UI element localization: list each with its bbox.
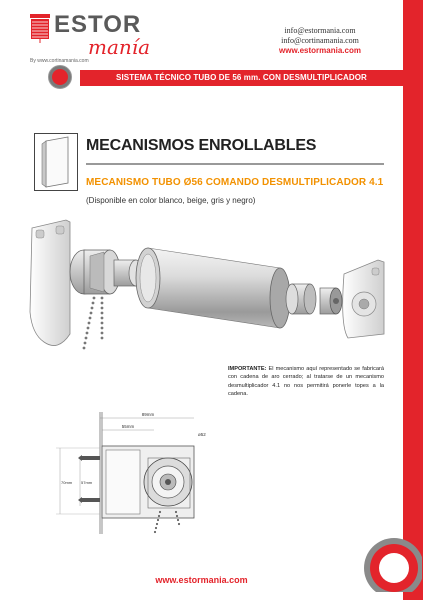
roller-tube: [136, 248, 290, 328]
logo-tagline: By www.cortinamania.com: [30, 58, 89, 64]
dim-diameter-52: ø52: [198, 432, 206, 437]
system-banner: SISTEMA TÉCNICO TUBO DE 56 mm. CON DESMULTIPLICADOR: [80, 70, 403, 86]
email-estormania[interactable]: info@estormania.com: [284, 26, 356, 35]
important-label: IMPORTANTE:: [228, 366, 267, 372]
dim-width-55: 55mm: [121, 424, 135, 429]
mounting-screws: [78, 455, 100, 503]
header-website-link[interactable]: www.estormania.com: [279, 46, 361, 55]
dim-width-89: 89mm: [141, 412, 155, 417]
end-cap: [286, 284, 316, 314]
side-red-band: [403, 0, 423, 600]
section-title: MECANISMOS ENROLLABLES: [86, 137, 317, 154]
contact-block: [240, 26, 400, 56]
mechanism-exploded-view: [18, 216, 390, 356]
red-circle-decoration: [48, 65, 72, 89]
idler-end: [320, 288, 342, 314]
left-bracket: [30, 220, 70, 346]
dim-height-70: 70mm: [61, 480, 73, 485]
roller-blind-icon: [30, 14, 50, 44]
footer-website-link[interactable]: www.estormania.com: [155, 575, 248, 585]
right-bracket: [343, 260, 384, 338]
title-rule: [86, 163, 384, 165]
technical-drawing: [52, 410, 222, 538]
dim-height-57: 57mm: [81, 480, 93, 485]
bead-chain: [83, 297, 104, 350]
brand-logo: [30, 11, 151, 68]
document-icon: [34, 133, 78, 191]
logo-wordmark-top: ESTOR: [54, 11, 142, 38]
control-unit: [70, 250, 143, 294]
important-note: [228, 365, 384, 399]
logo-wordmark-bottom: manía: [88, 35, 151, 59]
email-cortinamania[interactable]: info@cortinamania.com: [281, 36, 359, 45]
important-text: El mecanismo aquí representado se fabricará con cadena de aro cerrado; al tratarse de un mecanismo desmultiplicador 4.1 no nos permitirá ponerle topes a la cadena.: [228, 366, 384, 398]
availability-note: (Disponible en color blanco, beige, gris y negro): [86, 196, 256, 205]
product-subtitle: MECANISMO TUBO Ø56 COMANDO DESMULTIPLICADOR 4.1: [86, 177, 384, 188]
